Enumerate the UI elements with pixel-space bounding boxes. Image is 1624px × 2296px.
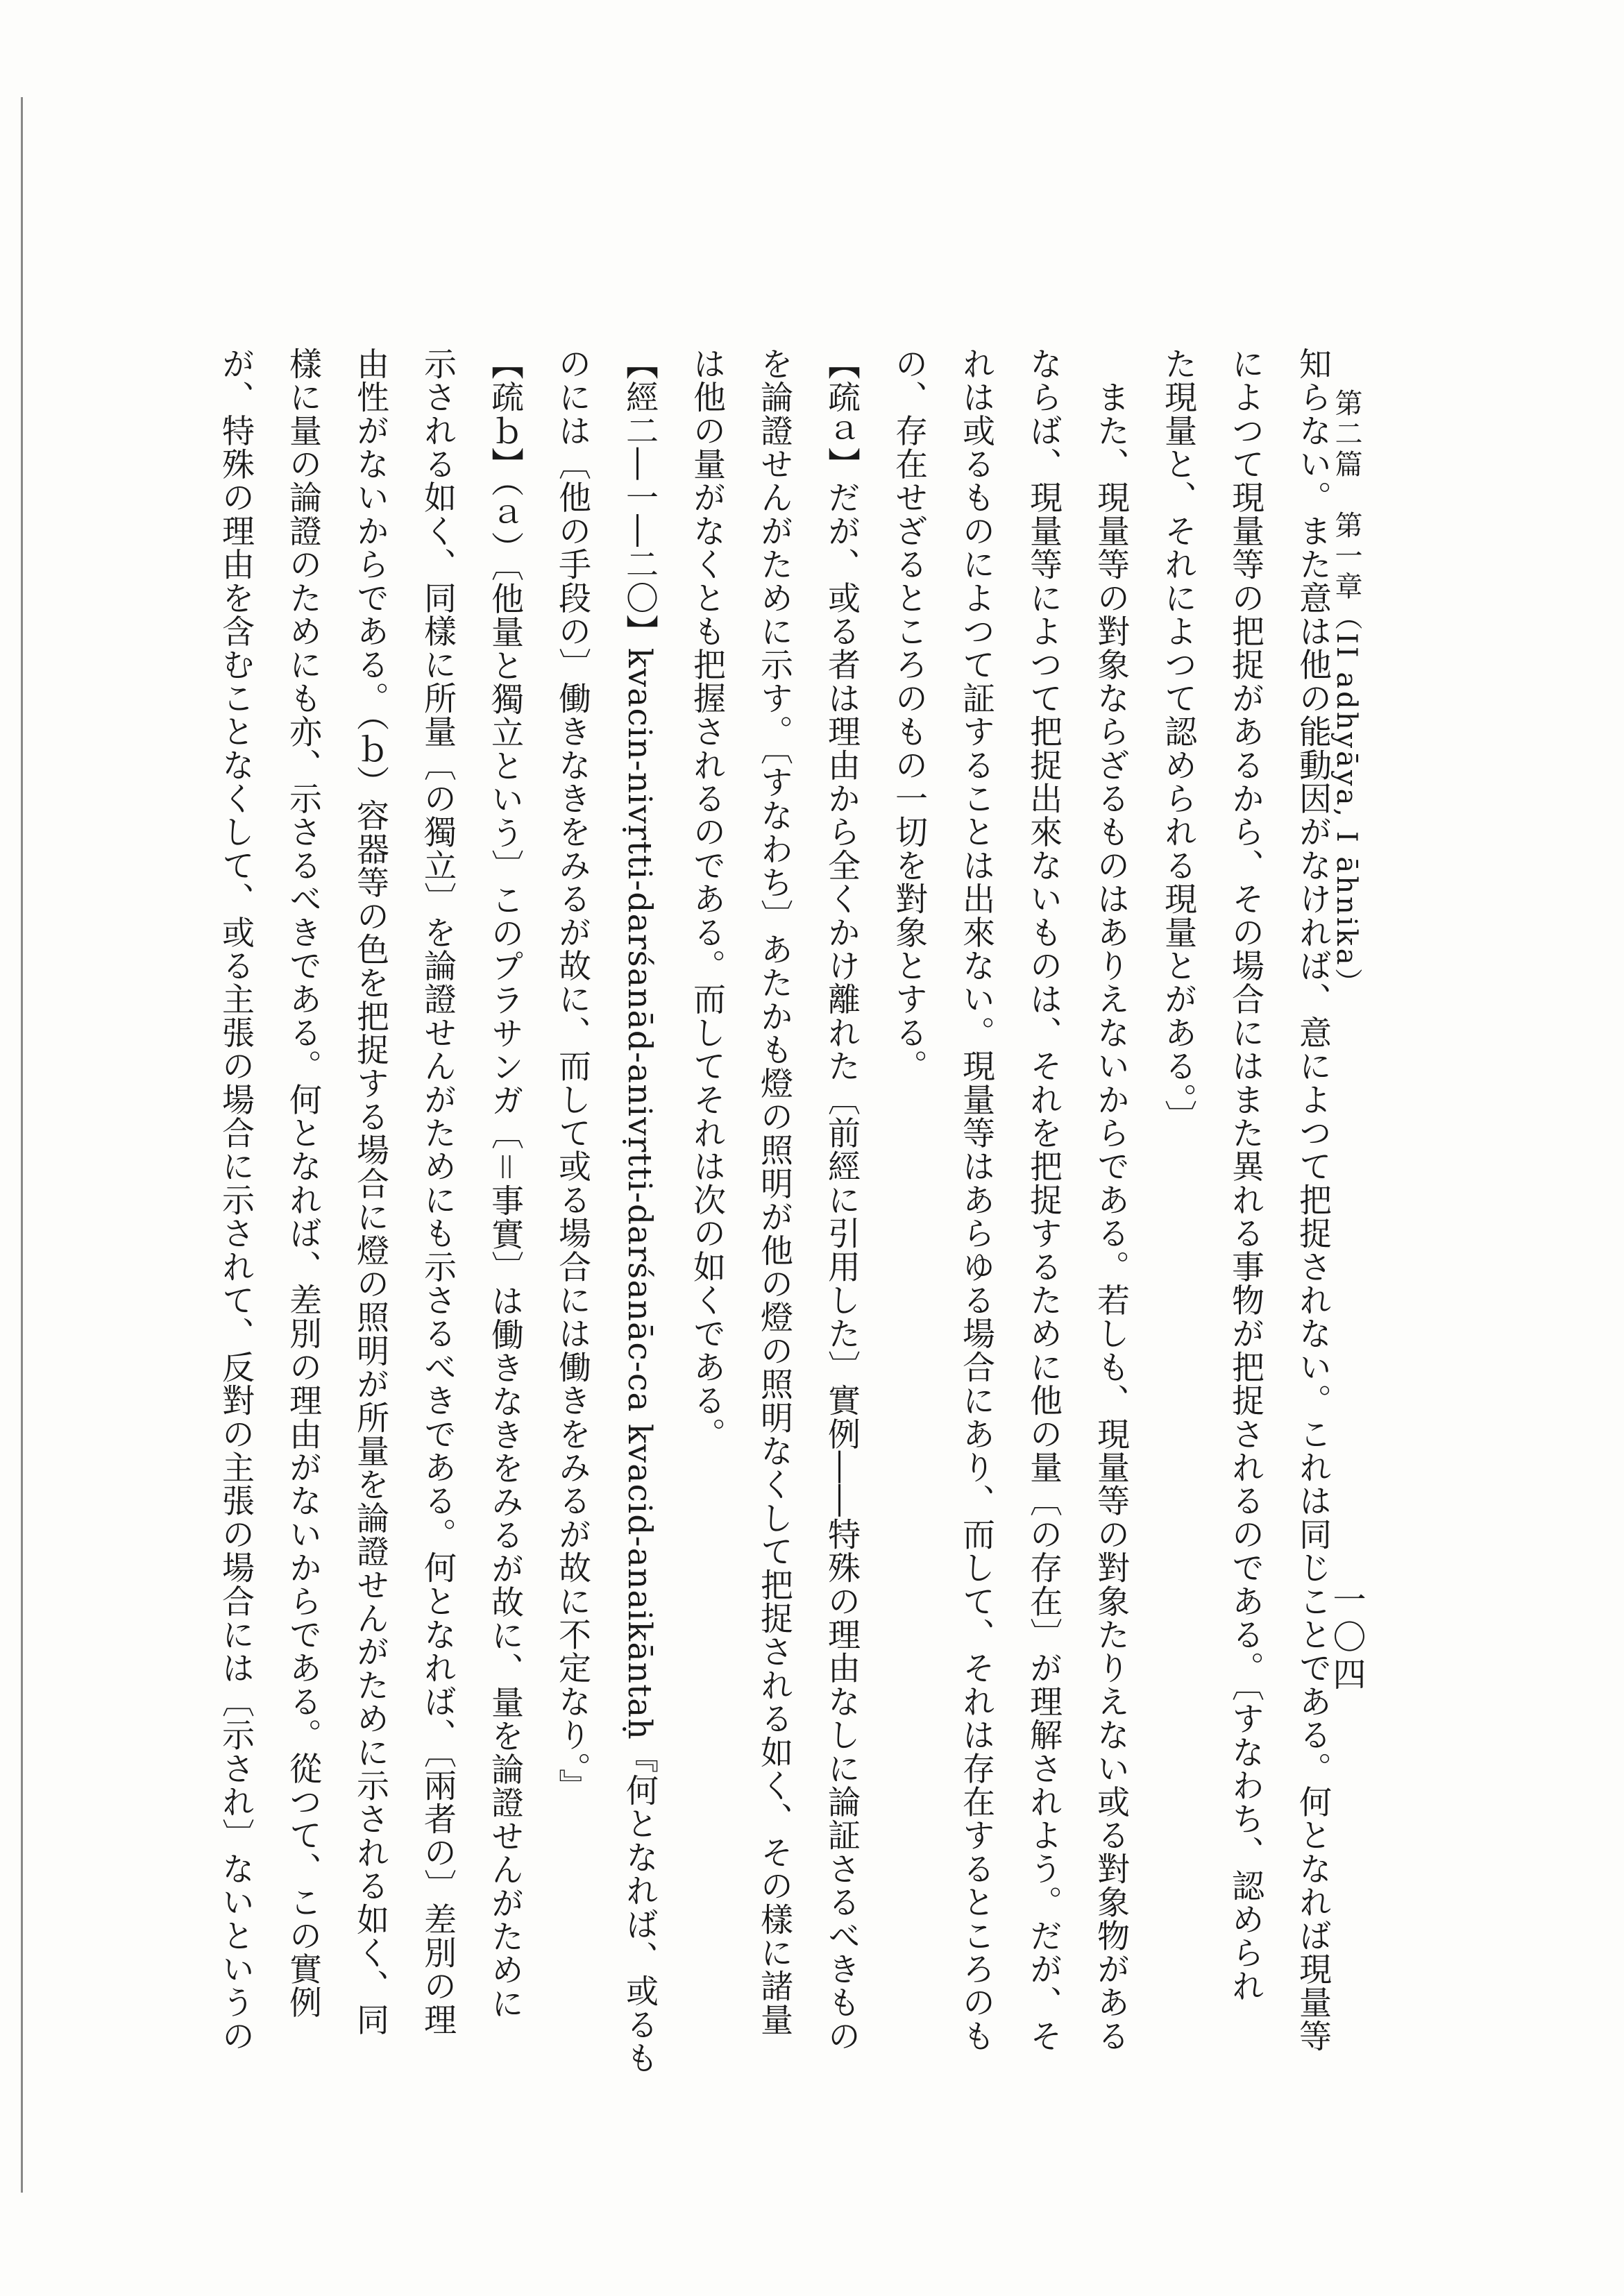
text-line: が、特殊の理由を含むことなくして、或る主張の場合に示されて、反對の主張の場合には〔示され〕ないというの xyxy=(217,347,255,2053)
text-line: を論證せんがために示す。〔すなわち〕あたかも燈の照明が他の燈の照明なくして把捉される如く、その樣に諸量 xyxy=(755,347,793,2036)
text-line: 【疏ａ】だが、或る者は理由から全くかけ離れた〔前經に引用した〕實例――特殊の理由なしに論証さるべきもの xyxy=(822,347,861,2053)
text-line: は他の量がなくとも把握されるのである。而してそれは次の如くである。 xyxy=(688,347,726,1451)
text-line: のには〔他の手段の〕働きなきをみるが故に、而して或る場合には働きをみるが故に不定なり。』 xyxy=(553,347,591,1803)
text-line: の、存在せざるところのもの一切を對象とする。 xyxy=(890,347,928,1083)
page-number: 一〇四 xyxy=(1327,1582,1366,1694)
text-line: た現量と、それによつて認められる現量とがある。〕 xyxy=(1159,347,1197,1134)
body-text xyxy=(202,347,1346,2075)
running-head: 第二篇 第一章（II adhyāya, I āhnika） xyxy=(1330,389,1362,998)
text-line: によつて現量等の把捉があるから、その場合にはまた異れる事物が把捉されるのである。〔すなわち、認められ xyxy=(1226,347,1264,2003)
text-line: 【疏ｂ】（ａ）〔他量と獨立という〕このプラサンガ〔＝事實〕は働きなきをみるが故に、量を論證せんがために xyxy=(486,347,524,2021)
text-line: れは或るものによつて証することは出來ない。現量等はあらゆる場合にあり、而して、それは存在するところのも xyxy=(957,347,995,2053)
text-line: 由性がないからである。（ｂ）容器等の色を把捉する場合に燈の照明が所量を論證せんがために示される如く、同 xyxy=(351,347,389,2036)
text-line: 【經二―一―二〇】kvacin-nivṛtti-darśanād-anivṛtti-darśanāc-ca kvacid-anaikāntaḥ『何となれば、或るも xyxy=(620,347,659,2075)
text-line: ならば、現量等によつて把捉出來ないものは、それを把捉するために他の量〔の存在〕が理解されよう。だが、そ xyxy=(1024,347,1063,2053)
text-line: また、現量等の對象ならざるものはありえないからである。若しも、現量等の對象たりえない或る對象物がある xyxy=(1092,347,1130,2053)
binding-edge-line xyxy=(21,97,23,2193)
text-line: 知らない。また意は他の能動因がなければ、意によつて把捉されない。これは同じことである。何となれば現量等 xyxy=(1294,347,1332,2053)
text-line: 樣に量の論證のためにも亦、示さるべきである。何となれば、差別の理由がないからである。從つて、この實例 xyxy=(284,347,322,2019)
text-line: 示される如く、同樣に所量〔の獨立〕を論證せんがためにも示さるべきである。何となれば、〔兩者の〕差別の理 xyxy=(418,347,457,2036)
